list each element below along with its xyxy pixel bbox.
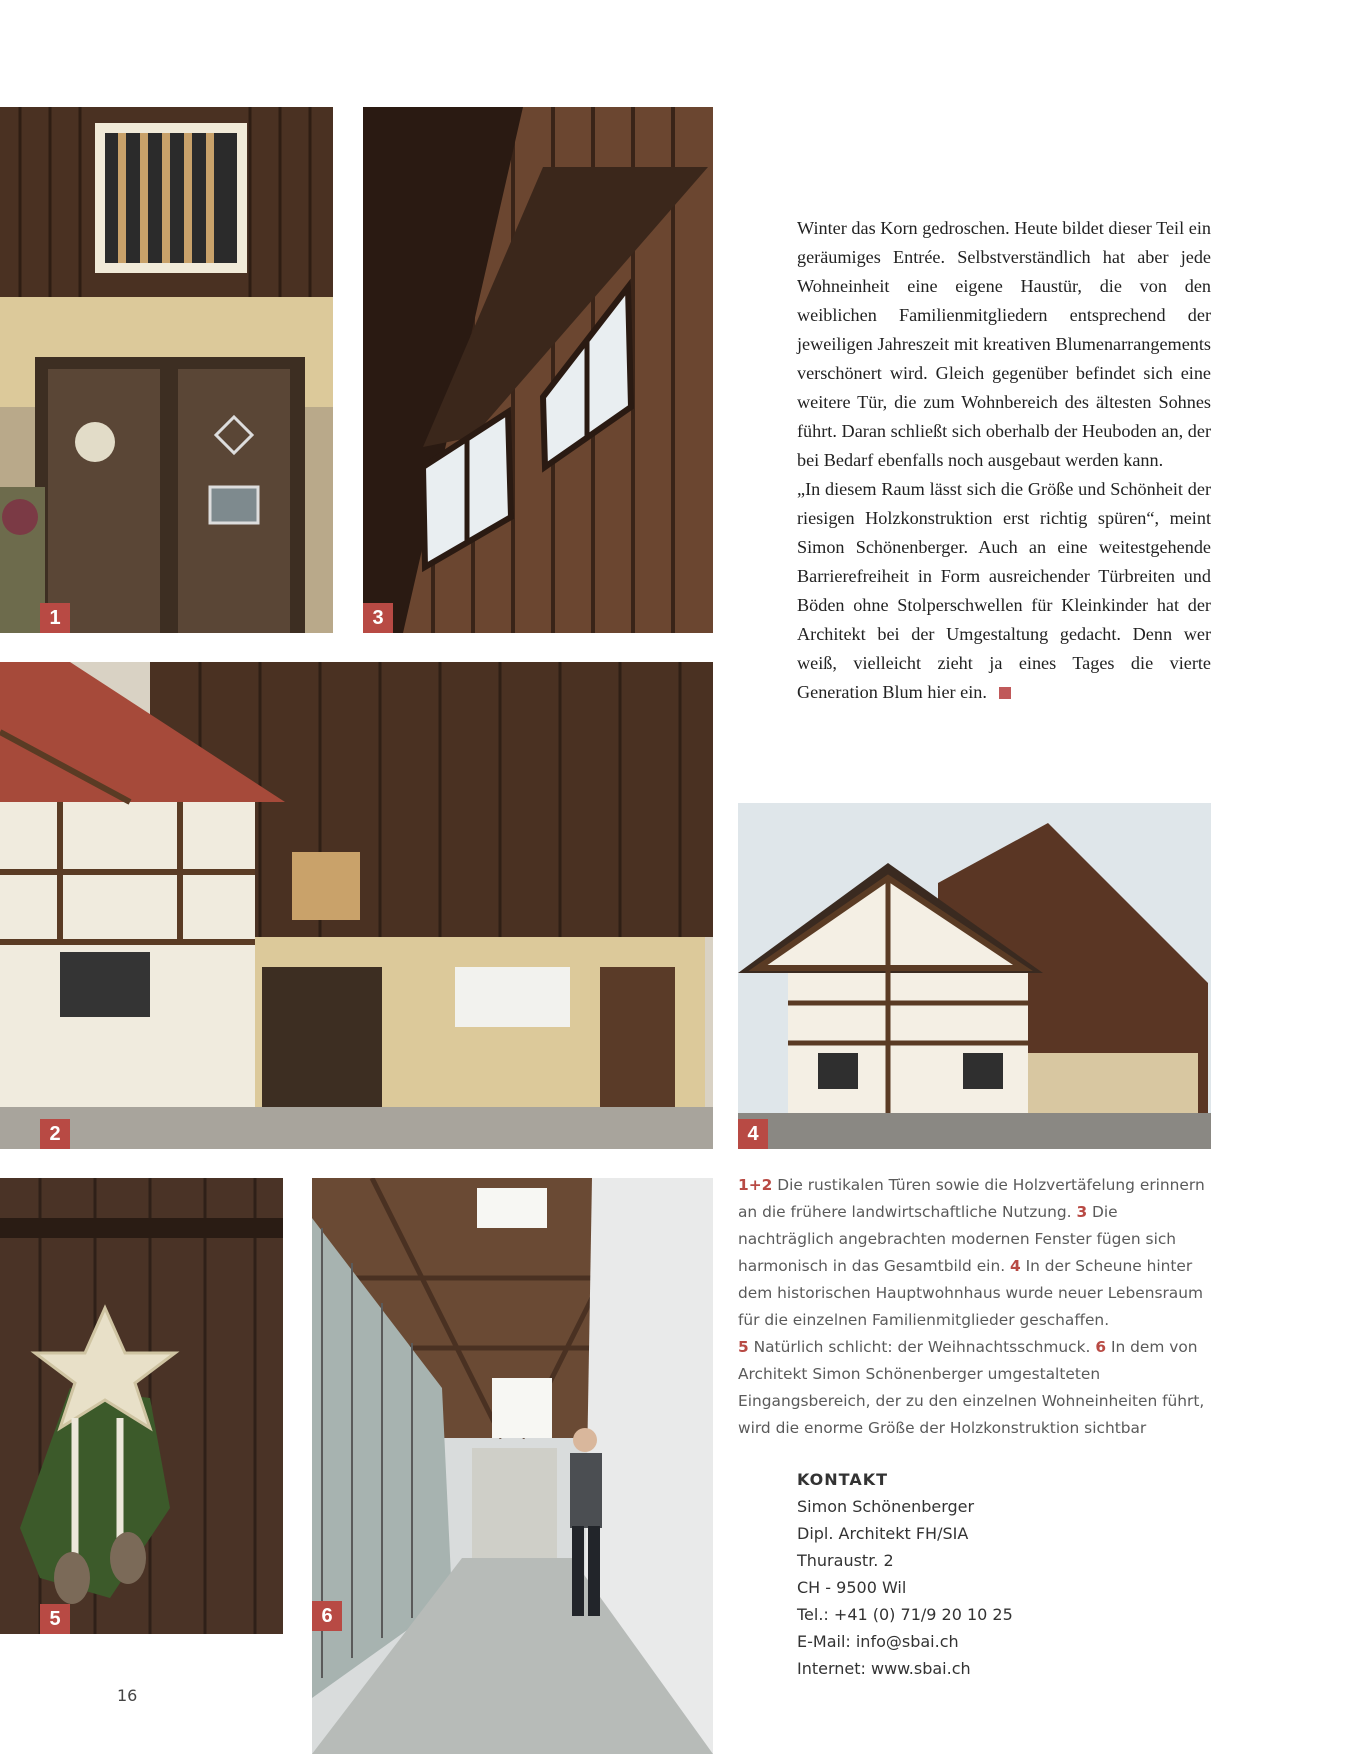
- caption-number-4: 4: [1009, 1257, 1021, 1275]
- photo-number-5: 5: [40, 1604, 70, 1634]
- page-number: 16: [117, 1686, 138, 1705]
- contact-name: Simon Schönenberger: [797, 1497, 975, 1516]
- photo-captions: [738, 1172, 1208, 1442]
- contact-city: CH - 9500 Wil: [797, 1578, 907, 1597]
- photo-number-6: 6: [312, 1601, 342, 1631]
- caption-text-3: Die nachträglich angebrachten modernen Fenster fügen sich harmonisch in das Gesamtbild ein.: [738, 1203, 1177, 1275]
- photo-1-barn-door: [0, 107, 333, 633]
- caption-text-5: Natürlich schlicht: der Weihnachtsschmuck.: [748, 1338, 1096, 1356]
- contact-phone: Tel.: +41 (0) 71/9 20 10 25: [797, 1605, 1013, 1624]
- body-paragraph-2: [797, 475, 1211, 707]
- body-paragraph-1: Winter das Korn gedroschen. Heute bildet dieser Teil ein geräumiges Entrée. Selbstverständlich hat aber jede Wohneinheit eine eigene Haustür, die von den weiblichen Familienmitgliedern entsprechend der jeweiligen Jahreszeit mit kreativen Blumenarrangements verschönert wird. Gleich gegenüber befindet sich eine weitere Tür, die zum Wohnbereich des ältesten Sohnes führt. Daran schließt sich oberhalb der Heuboden an, der bei Bedarf ebenfalls noch ausgebaut werden kann.: [797, 218, 1211, 470]
- photo-5-christmas-ornament: [0, 1178, 283, 1634]
- photo-2-barn-facade: [0, 662, 713, 1149]
- contact-street: Thuraustr. 2: [797, 1551, 894, 1570]
- photo-3-barn-windows: [363, 107, 713, 633]
- end-mark-icon: [999, 687, 1011, 699]
- photo-6-entrance-hall: [312, 1178, 713, 1754]
- photo-number-2: 2: [40, 1119, 70, 1149]
- article-body-text: [797, 214, 1211, 707]
- body-paragraph-2-text: „In diesem Raum lässt sich die Größe und Schönheit der riesigen Holzkonstruktion erst richtig spüren“, meint Simon Schönenberger. Auch an eine weitestgehende Barrierefreiheit in Form ausreichender Türbreiten und Böden ohne Stolperschwellen für Kleinkinder hat der Architekt bei der Umgestaltung gedacht. Denn wer weiß, vielleicht zieht ja eines Tages die vierte Generation Blum hier ein.: [797, 479, 1211, 702]
- caption-text-6: In dem von Architekt Simon Schönenberger umgestalteten Eingangsbereich, der zu den einzelnen Wohneinheiten führt, wird die enorme Größe der Holzkonstruktion sichtbar: [738, 1338, 1205, 1437]
- caption-number-3: 3: [1076, 1203, 1088, 1221]
- photo-4-house-exterior: [738, 803, 1211, 1149]
- contact-block: [797, 1466, 1097, 1682]
- photo-number-4: 4: [738, 1119, 768, 1149]
- caption-number-6: 6: [1095, 1338, 1107, 1356]
- photo-number-3: 3: [363, 603, 393, 633]
- contact-title: Dipl. Architekt FH/SIA: [797, 1524, 969, 1543]
- caption-number-5: 5: [738, 1338, 749, 1356]
- caption-text-1-2: Die rustikalen Türen sowie die Holzvertäfelung erinnern an die frühere landwirtschaftliche Nutzung.: [738, 1176, 1205, 1221]
- contact-heading: KONTAKT: [797, 1470, 889, 1489]
- caption-text-4: In der Scheune hinter dem historischen Hauptwohnhaus wurde neuer Lebensraum für die einzelnen Familienmitglieder geschaffen.: [738, 1257, 1203, 1329]
- photo-number-1: 1: [40, 603, 70, 633]
- contact-website[interactable]: Internet: www.sbai.ch: [797, 1659, 971, 1678]
- caption-number-1-2: 1+2: [738, 1176, 773, 1194]
- contact-email[interactable]: E-Mail: info@sbai.ch: [797, 1632, 959, 1651]
